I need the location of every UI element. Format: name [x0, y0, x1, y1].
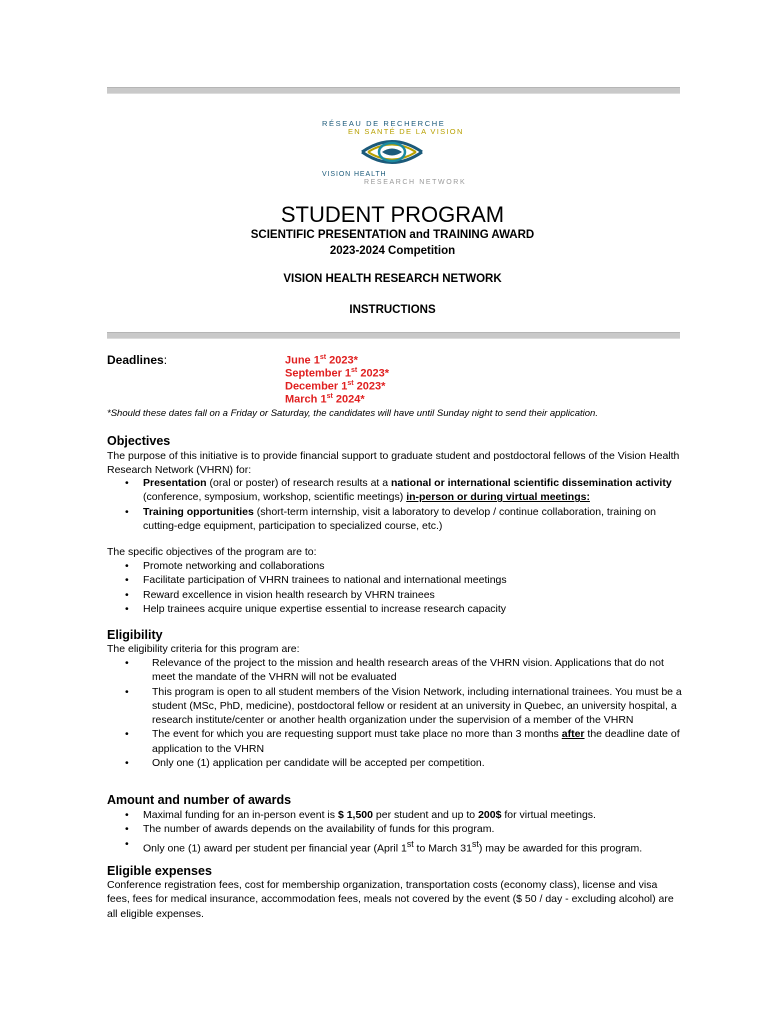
- vhrn-logo: [320, 118, 470, 190]
- objectives-list: [107, 476, 682, 533]
- list-item: • Training opportunities (short-term internship, visit a laboratory to develop / continue collaboration, training on cutting-edge equipment, participation to specialized course, etc.): [107, 505, 682, 534]
- objectives-heading: Objectives: [107, 434, 171, 448]
- list-item: • Promote networking and collaborations: [107, 559, 682, 573]
- objectives-intro: The purpose of this initiative is to provide financial support to graduate student and postdoctoral fellows of the Vision Health Research Network (VHRN) for:: [107, 450, 680, 477]
- expenses-heading: Eligible expenses: [107, 864, 212, 878]
- competition-year: 2023-2024 Competition: [329, 245, 456, 257]
- list-item: • Reward excellence in vision health research by VHRN trainees: [107, 588, 682, 602]
- network-name: VISION HEALTH RESEARCH NETWORK: [283, 273, 502, 285]
- instructions-heading: INSTRUCTIONS: [349, 304, 436, 316]
- list-item: • This program is open to all student members of the Vision Network, including international trainees. You must be a student (MSc, PhD, medicine), postdoctoral fellow or resident at an university in Quebec, an university hospital, a research institute/center or another health organization under the supervision of a member of the VHRN: [107, 685, 682, 728]
- section-rule: [107, 332, 680, 339]
- deadlines-label: Deadlines:: [107, 353, 168, 367]
- logo-text-en-1: VISION HEALTH: [322, 171, 387, 178]
- eye-logo-icon: [360, 135, 424, 169]
- deadline-date: December 1st 2023*: [285, 380, 386, 393]
- eligibility-heading: Eligibility: [107, 628, 163, 642]
- amount-heading: Amount and number of awards: [107, 793, 292, 807]
- list-item: • Facilitate participation of VHRN trainees to national and international meetings: [107, 573, 682, 587]
- expenses-text: Conference registration fees, cost for membership organization, transportation costs (economy class), license and visa fees, fees for medical insurance, accommodation fees, meals not covered by the event ($ 50 / day - excluding alcohol) are all eligible expenses.: [107, 879, 674, 920]
- amount-list: [107, 808, 682, 855]
- top-rule: [107, 87, 680, 94]
- list-item: • Presentation (oral or poster) of research results at a national or international scientific dissemination activity (conference, symposium, workshop, scientific meetings) in-person or during virtual meetings:: [107, 476, 682, 505]
- specific-objectives-intro: The specific objectives of the program are to:: [107, 546, 317, 558]
- list-item: • The event for which you are requesting support must take place no more than 3 months after the deadline date of application to the VHRN: [107, 727, 682, 756]
- list-item: • Help trainees acquire unique expertise essential to increase research capacity: [107, 602, 682, 616]
- logo-text-en-2: RESEARCH NETWORK: [364, 179, 467, 186]
- list-item: • Only one (1) application per candidate will be accepted per competition.: [107, 756, 682, 770]
- eligibility-list: [107, 656, 682, 770]
- list-item: • Only one (1) award per student per financial year (April 1st to March 31st) may be awarded for this program.: [107, 837, 682, 856]
- page-title: STUDENT PROGRAM: [280, 202, 505, 227]
- deadline-date: June 1st 2023*: [285, 354, 358, 367]
- award-subtitle: SCIENTIFIC PRESENTATION and TRAINING AWARD: [250, 229, 535, 241]
- deadline-date: March 1st 2024*: [285, 393, 365, 406]
- eligibility-intro: The eligibility criteria for this program are:: [107, 643, 300, 655]
- list-item: • The number of awards depends on the availability of funds for this program.: [107, 822, 682, 836]
- logo-text-fr-1: RÉSEAU DE RECHERCHE: [322, 119, 446, 128]
- list-item: • Maximal funding for an in-person event is $ 1,500 per student and up to 200$ for virtual meetings.: [107, 808, 682, 822]
- specific-objectives-list: [107, 559, 682, 616]
- deadline-date: September 1st 2023*: [285, 367, 390, 380]
- list-item: • Relevance of the project to the mission and health research areas of the VHRN vision. Applications that do not meet the mandate of the VHRN will not be evaluated: [107, 656, 682, 685]
- deadline-note: *Should these dates fall on a Friday or Saturday, the candidates will have until Sunday night to send their application.: [107, 408, 598, 419]
- logo-text-fr-2: EN SANTÉ DE LA VISION: [348, 127, 464, 136]
